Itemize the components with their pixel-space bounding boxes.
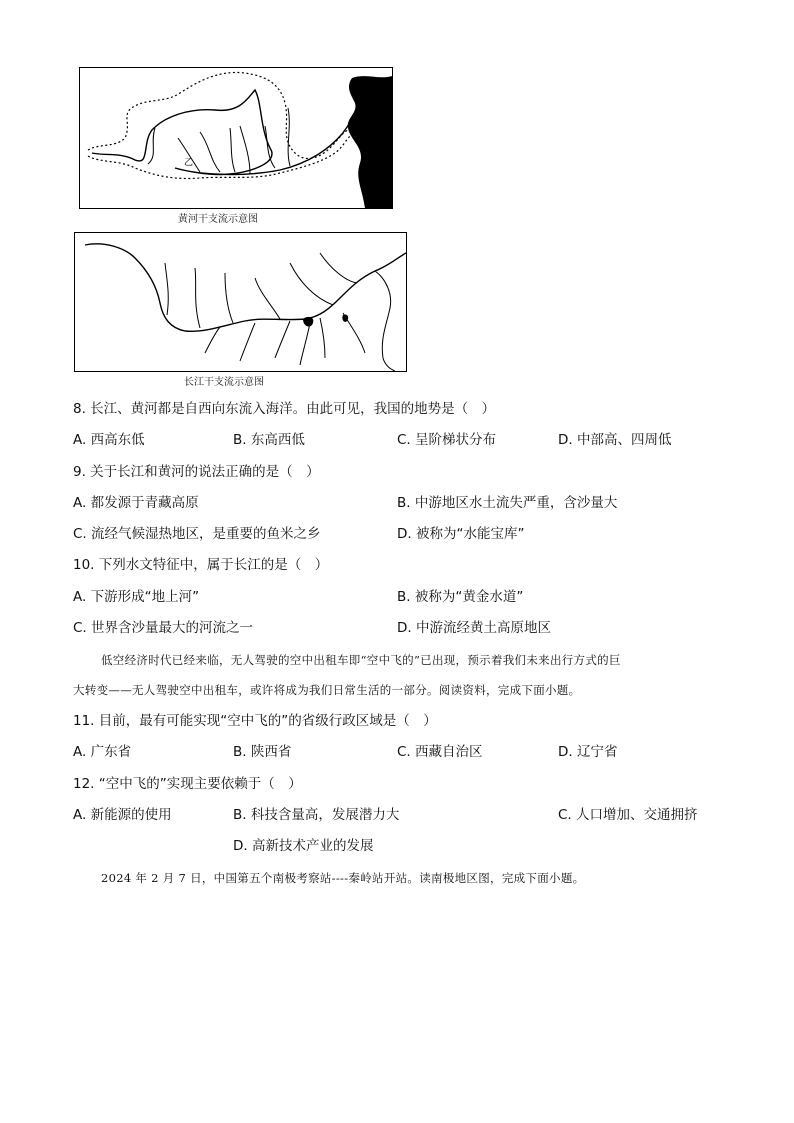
tributary bbox=[165, 263, 168, 315]
antarctic-passage: 2024 年 2 月 7 日，中国第五个南极考察站----秦岭站开站。读南极地区图，完成下面小题。 bbox=[101, 871, 585, 885]
question-12-option-a: A. 新能源的使用 bbox=[73, 807, 172, 823]
coastline bbox=[375, 271, 395, 371]
question-11-stem: 11. 目前，最有可能实现“空中飞的”的省级行政区域是（ ） bbox=[73, 713, 437, 729]
question-8-stem: 8. 长江、黄河都是自西向东流入海洋。由此可见，我国的地势是（ ） bbox=[73, 401, 496, 417]
question-11-option-c: C. 西藏自治区 bbox=[397, 744, 483, 760]
tributary bbox=[320, 253, 357, 283]
tributary bbox=[240, 126, 250, 174]
yangtze-river-map-drawing bbox=[75, 233, 406, 371]
question-12-option-c: C. 人口增加、交通拥挤 bbox=[558, 807, 698, 823]
question-8-option-c: C. 呈阶梯状分布 bbox=[397, 432, 497, 448]
lake bbox=[303, 317, 313, 327]
question-10-option-b: B. 被称为“黄金水道” bbox=[397, 589, 524, 605]
question-12-option-d: D. 高新技术产业的发展 bbox=[233, 838, 374, 854]
question-11-option-a: A. 广东省 bbox=[73, 744, 132, 760]
reading-passage-line-2: 大转变——无人驾驶空中出租车，或许将成为我们日常生活的一部分。阅读资料，完成下面小题。 bbox=[73, 683, 581, 697]
question-10-option-c: C. 世界含沙量最大的河流之一 bbox=[73, 620, 254, 636]
tributary bbox=[240, 323, 255, 361]
river-segment-label: 乙 bbox=[184, 158, 194, 168]
tributary bbox=[300, 323, 310, 365]
question-8-option-b: B. 东高西低 bbox=[233, 432, 305, 448]
question-9-option-a: A. 都发源于青藏高原 bbox=[73, 495, 199, 511]
tributary bbox=[290, 263, 333, 305]
tributary bbox=[200, 132, 220, 172]
reading-passage-line-1: 低空经济时代已经来临，无人驾驶的空中出租车即“空中飞的”已出现，预示着我们未来出行方式的巨 bbox=[101, 653, 621, 667]
yangtze-river-caption: 长江干支流示意图 bbox=[184, 377, 264, 388]
question-9-option-d: D. 被称为“水能宝库” bbox=[397, 526, 525, 542]
yellow-river-map-drawing bbox=[80, 68, 392, 208]
question-10-stem: 10. 下列水文特征中，属于长江的是（ ） bbox=[73, 557, 329, 573]
question-8-option-a: A. 西高东低 bbox=[73, 432, 145, 448]
tributary bbox=[320, 318, 325, 358]
tributary bbox=[255, 278, 280, 319]
sea-area bbox=[348, 76, 392, 208]
tributary bbox=[288, 108, 290, 166]
question-11-option-b: B. 陕西省 bbox=[233, 744, 292, 760]
question-10-option-a: A. 下游形成“地上河” bbox=[73, 589, 200, 605]
yellow-river-main-stem bbox=[92, 90, 352, 175]
tributary bbox=[230, 128, 235, 172]
question-10-option-d: D. 中游流经黄土高原地区 bbox=[397, 620, 551, 636]
yellow-river-caption: 黄河干支流示意图 bbox=[178, 214, 258, 225]
question-8-option-d: D. 中部高、四周低 bbox=[558, 432, 672, 448]
yangtze-main-stem bbox=[85, 244, 406, 331]
question-9-option-c: C. 流经气候湿热地区，是重要的鱼米之乡 bbox=[73, 526, 321, 542]
tributary bbox=[195, 268, 200, 328]
tributary bbox=[205, 327, 220, 353]
tributary bbox=[225, 273, 233, 323]
question-12-stem: 12. “空中飞的”实现主要依赖于（ ） bbox=[73, 776, 302, 792]
yellow-river-map bbox=[79, 67, 393, 209]
yangtze-river-map bbox=[74, 232, 407, 372]
question-9-option-b: B. 中游地区水土流失严重，含沙量大 bbox=[397, 495, 618, 511]
question-12-option-b: B. 科技含量高，发展潜力大 bbox=[233, 807, 400, 823]
basin-boundary-north bbox=[88, 72, 348, 158]
tributary bbox=[148, 128, 155, 164]
question-11-option-d: D. 辽宁省 bbox=[558, 744, 618, 760]
tributary bbox=[275, 321, 290, 358]
question-9-stem: 9. 关于长江和黄河的说法正确的是（ ） bbox=[73, 464, 320, 480]
